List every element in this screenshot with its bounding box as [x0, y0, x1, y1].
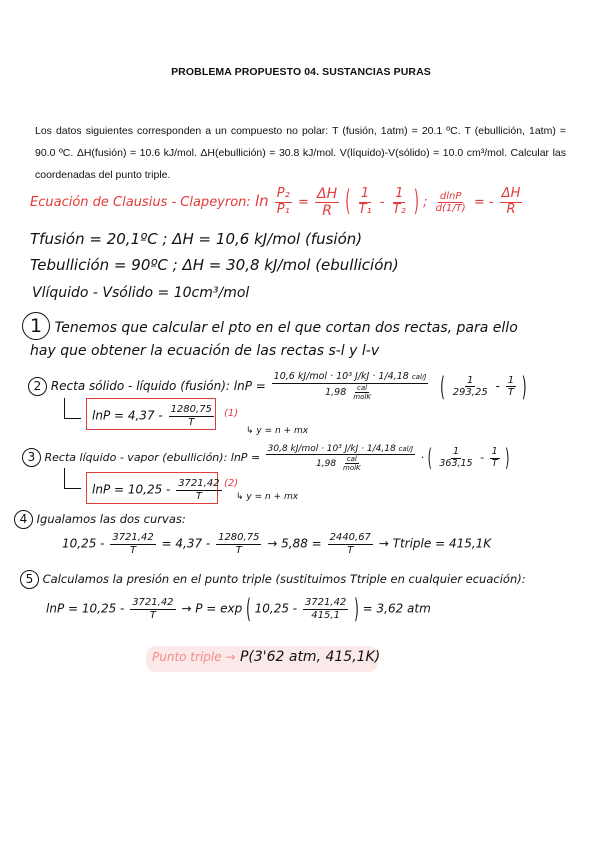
step-3-arrow: [64, 468, 81, 489]
one: 1: [395, 186, 404, 202]
step-3-den-unit-n: cal: [346, 455, 357, 464]
step-3-result-num: 3721,42: [178, 478, 220, 489]
step-2-ynmx-text: y = n + mx: [256, 426, 309, 436]
step-4-b-den: T: [235, 544, 242, 556]
step-3-num: 30,8 kJ/mol · 10³ J/kJ · 1/4,18: [267, 444, 396, 454]
r-const: R: [322, 203, 332, 220]
dlnp: dlnP: [439, 190, 462, 202]
step-2-ynmx: ↳ y = n + mx: [246, 426, 309, 436]
data-line-3: Vlíquido - Vsólido = 10cm³/mol: [32, 285, 250, 301]
step-3-tag: (2): [224, 478, 239, 489]
one: 1: [360, 186, 370, 202]
final-label: Punto triple →: [152, 650, 236, 664]
step-3-t0: 363,15: [439, 457, 473, 469]
t: T: [507, 387, 514, 398]
one: 1: [467, 374, 474, 386]
step-5-equation: lnP = 10,25 - $\frac{3721,42}{T}$ → P = exp ( 10,25 - $\frac{3721,42}{415,1}$ ) = 3,62 atm: [46, 593, 431, 625]
step-5-b: 10,25 -: [254, 601, 298, 616]
clausius-label: Ecuación de Clausius - Clapeyron:: [30, 195, 251, 211]
step-1-line-2: hay que obtener la ecuación de las rectas s-l y l-v: [30, 343, 380, 359]
step-3-ynmx: ↳ y = n + mx: [236, 492, 299, 502]
data-line-1: Tfusión = 20,1ºC ; ΔH = 10,6 kJ/mol (fusión): [30, 230, 363, 248]
page-title: PROBLEMA PROPUESTO 04. SUSTANCIAS PURAS: [171, 66, 431, 78]
p1: P₁: [276, 202, 290, 218]
step-3-num-unit: cal/J: [398, 445, 414, 453]
step-5-result: = 3,62 atm: [362, 601, 431, 616]
step-2-result-box: [86, 398, 216, 430]
step-5-a-den: T: [149, 609, 156, 621]
step-3-result-lhs: lnP = 10,25 -: [92, 482, 171, 497]
step-4-number: 4: [14, 510, 33, 529]
step-2-num: 10,6 kJ/mol · 10³ J/kJ · 1/4,18: [273, 371, 409, 382]
step-4-b-num: 1280,75: [218, 532, 260, 543]
step-2-den: 1,98: [325, 386, 347, 398]
t1: T₁: [358, 202, 372, 218]
step-2-den-unit-d: molK: [353, 392, 371, 401]
step-3-den-unit-d: molK: [343, 464, 361, 473]
step-3-result-den: T: [195, 490, 202, 502]
step-3-lhs: lnP =: [230, 451, 261, 465]
step-2-number: 2: [28, 377, 47, 396]
step-4-result: → Ttriple = 415,1K: [378, 536, 492, 551]
data-line-2: Tebullición = 90ºC ; ΔH = 30,8 kJ/mol (ebullición): [30, 256, 399, 274]
step-3-den: 1,98: [316, 459, 337, 470]
step-4-c-den: T: [347, 544, 354, 556]
step-4-arrow-1: → 5,88 =: [267, 536, 322, 551]
step-4-header: [14, 510, 186, 529]
separator: ;: [423, 195, 428, 211]
step-3-ynmx-text: y = n + mx: [246, 492, 299, 502]
equals-minus: = -: [473, 195, 494, 211]
step-4-equation: [62, 532, 491, 556]
step-2-num-unit: cal/J: [411, 373, 427, 381]
problem-statement: Los datos siguientes corresponden a un compuesto no polar: T (fusión, 1atm) = 20.1 ºC. T (ebullición, 1atm) = 90.0 ºC. ΔH(fusión) = 10.6 kJ/mol. ΔH(ebullición) = 30.8 kJ/mol. V(líquido)-V(sólido) = 10.0 cm³/mol. Calcular las coordenadas del punto triple.: [35, 125, 566, 181]
d1t: d(1/T): [435, 203, 466, 215]
step-4-label: Igualamos las dos curvas:: [36, 512, 186, 526]
r-const-2: R: [506, 202, 516, 218]
step-2-arrow: [64, 398, 81, 419]
step-2-lhs: lnP =: [233, 379, 266, 393]
final-result: [152, 649, 380, 665]
step-5-header: [20, 570, 526, 589]
step-1: [22, 312, 518, 340]
step-3-result-box: [86, 472, 218, 504]
step-2-result-lhs: lnP = 4,37 -: [92, 408, 163, 423]
one: 1: [507, 374, 515, 386]
delta-h-2: ΔH: [501, 186, 521, 202]
step-4-a-num: 3721,42: [112, 532, 154, 543]
step-4-b: = 4,37 -: [161, 536, 211, 551]
one: 1: [491, 445, 498, 457]
step-2-label: Recta sólido - líquido (fusión):: [50, 379, 230, 393]
final-value: P(3'62 atm, 415,1K): [239, 649, 381, 665]
step-2-result-den: T: [188, 416, 195, 428]
clausius-ln: ln: [254, 192, 269, 211]
step-4-a: 10,25 -: [62, 536, 105, 551]
step-5-arrow: → P = exp: [181, 601, 243, 616]
step-5-b-num: 3721,42: [304, 597, 347, 608]
step-3: 3 Recta líquido - vapor (ebullición): lnP = 30,8 kJ/mol · 10³ J/kJ · 1/4,18 cal/J 1,98 $\frac{\text{cal}}{\text{molK}}$ · ( $\frac{1}{363,15}$ - $\frac{1}{T}$ ): [22, 444, 509, 472]
step-4-c-num: 2440,67: [329, 532, 371, 543]
p2: P₂: [276, 186, 290, 202]
step-5-b-den: 415,1: [311, 609, 340, 621]
step-2-result-num: 1280,75: [170, 404, 212, 415]
step-2-tag: (1): [224, 408, 239, 419]
t: T: [491, 457, 498, 469]
step-5-number: 5: [20, 570, 39, 589]
step-3-label: Recta líquido - vapor (ebullición):: [44, 451, 228, 465]
minus: -: [495, 379, 500, 393]
step-5-label: Calculamos la presión en el punto triple (sustituimos Ttriple en cualquier ecuación):: [42, 572, 526, 586]
one: 1: [452, 445, 459, 457]
step-2-t0: 293,25: [452, 387, 488, 398]
minus: -: [480, 451, 485, 465]
step-2: 2 Recta sólido - líquido (fusión): lnP = 10,6 kJ/mol · 10³ J/kJ · 1/4,18 cal/J 1,98 $\frac{\text{cal}}{\text{molK}}$ ( $\frac{1}{293,25}$ - $\frac{1}{T}$ ): [28, 372, 527, 401]
step-1-line-1: Tenemos que calcular el pto en el que cortan dos rectas, para ello: [54, 320, 518, 336]
clausius-equation: Ecuación de Clausius - Clapeyron: ln $\frac{\text{P₂}}{\text{P₁}}$ = $\frac{\Delta H}{R}$ ( $\frac{1}{\text{T₁}}$ - $\frac{1}{\text{T₂}}$ ) ; $\frac{dlnP}{d(1/T)}$ = - $\frac{\Delta H}{R}$: [30, 186, 521, 220]
step-1-number: 1: [22, 312, 50, 340]
step-2-den-unit-n: cal: [357, 383, 368, 392]
step-4-a-den: T: [129, 544, 137, 556]
delta-h: ΔH: [317, 186, 338, 202]
step-3-number: 3: [22, 448, 41, 467]
step-5-a: lnP = 10,25 -: [46, 601, 125, 616]
step-5-a-num: 3721,42: [132, 597, 174, 608]
t2: T₂: [392, 202, 406, 218]
